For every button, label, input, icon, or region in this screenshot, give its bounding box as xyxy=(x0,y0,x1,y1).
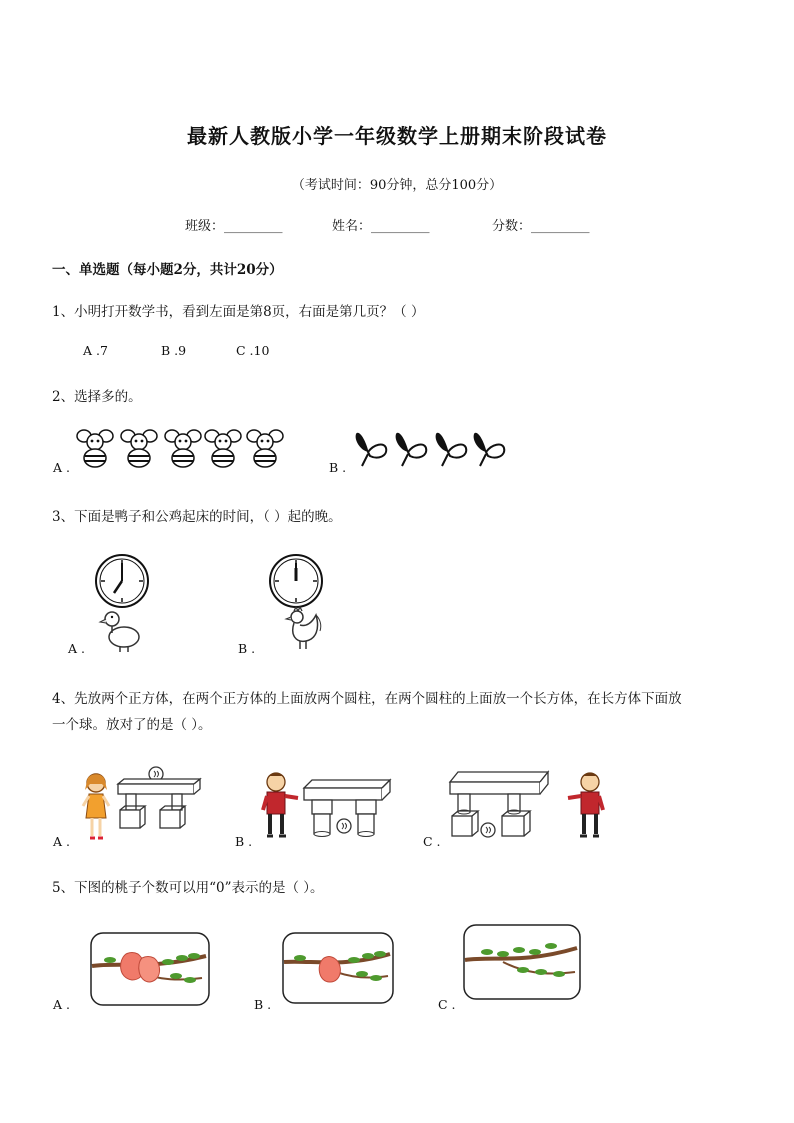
question-4-text-line2: 一个球。放对了的是（ ）。 xyxy=(52,717,212,733)
structure-c-illustration xyxy=(446,766,556,842)
girl-icon xyxy=(80,772,112,842)
q5-option-b: B . xyxy=(254,997,272,1012)
question-1-text: 1、小明打开数学书，看到左面是第8页，右面是第几页？（ ） xyxy=(52,304,425,320)
branch-no-peach xyxy=(463,924,581,1000)
q2-option-b: B . xyxy=(329,460,347,475)
clock-12-oclock-icon xyxy=(268,553,324,609)
exam-subtitle: （考试时间：90分钟，总分100分） xyxy=(291,178,503,193)
class-field: 班级：_________ xyxy=(185,219,283,234)
q4-option-a: A . xyxy=(53,834,70,849)
section-title: 一、单选题（每小题2分，共计20分） xyxy=(52,262,283,278)
q5-option-c: C . xyxy=(438,997,456,1012)
structure-a-illustration xyxy=(114,766,206,832)
score-field: 分数：_________ xyxy=(492,219,590,234)
q4-option-c: C . xyxy=(423,834,441,849)
peach-branch-one-peach xyxy=(282,932,394,1004)
q5-option-a: A . xyxy=(53,997,70,1012)
q1-option-a: A .7 xyxy=(83,343,108,358)
name-field: 姓名：_________ xyxy=(332,219,430,234)
q3-option-b: B . xyxy=(238,641,256,656)
clock-7-oclock-icon xyxy=(94,553,150,609)
question-3-text: 3、下面是鸭子和公鸡起床的时间，（ ）起的晚。 xyxy=(52,509,342,525)
question-4-text-line1: 4、先放两个正方体，在两个正方体的上面放两个圆柱，在两个圆柱的上面放一个长方体，在长方体下面放 xyxy=(52,691,682,707)
question-5-text: 5、下图的桃子个数可以用“0”表示的是（ ）。 xyxy=(52,880,324,896)
q2-option-a: A . xyxy=(53,460,70,475)
duck-icon xyxy=(98,607,142,653)
boy-icon xyxy=(566,770,606,840)
structure-b-illustration xyxy=(300,772,396,838)
q3-option-a: A . xyxy=(68,641,85,656)
peach-branch-two-peaches xyxy=(90,932,210,1006)
boy-icon xyxy=(260,770,300,840)
page-title: 最新人教版小学一年级数学上册期末阶段试卷 xyxy=(187,124,607,148)
question-2-text: 2、选择多的。 xyxy=(52,389,142,405)
butterflies-illustration xyxy=(354,428,514,470)
q1-option-c: C .10 xyxy=(236,343,270,358)
q1-option-b: B .9 xyxy=(161,343,187,358)
bees-illustration xyxy=(76,428,306,470)
rooster-icon xyxy=(280,605,324,653)
q4-option-b: B . xyxy=(235,834,253,849)
